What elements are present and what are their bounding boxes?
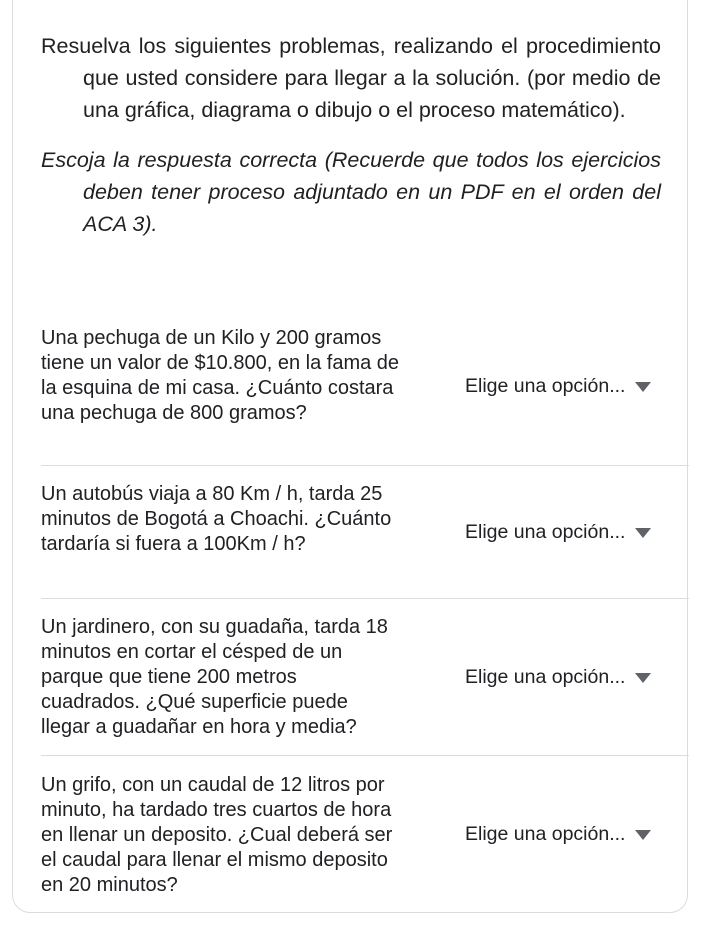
question-row: [41, 466, 689, 599]
caret-down-icon: [635, 528, 651, 538]
instructions-note: Escoja la respuesta correcta (Recuerde que todos los ejercicios deben tener proceso adjuntado en un PDF en el orden del ACA 3).: [41, 148, 661, 236]
instructions-block: [41, 30, 661, 240]
answer-dropdown-label: Elige una opción...: [465, 666, 626, 688]
caret-down-icon: [635, 382, 651, 392]
question-row: [41, 322, 689, 466]
question-text: Un jardinero, con su guadaña, tarda 18 minutos en cortar el césped de un parque que tiene 200 metros cuadrados. ¿Qué superficie puede llegar a guadañar en hora y media?: [41, 616, 388, 738]
caret-down-icon: [635, 673, 651, 683]
caret-down-icon: [635, 830, 651, 840]
answer-dropdown-label: Elige una opción...: [465, 521, 626, 543]
question-row: [41, 599, 689, 756]
instructions-paragraph: Resuelva los siguientes problemas, realizando el procedimiento que usted considere para llegar a la solución. (por medio de una gráfica, diagrama o dibujo o el proceso matemático).: [41, 34, 661, 122]
matching-questions-list: [41, 322, 689, 906]
answer-dropdown[interactable]: [465, 664, 661, 690]
question-text: Un grifo, con un caudal de 12 litros por minuto, ha tardado tres cuartos de hora en llenar un deposito. ¿Cual deberá ser el caudal para llenar el mismo deposito en 20 minutos?: [41, 774, 393, 896]
answer-dropdown[interactable]: [465, 373, 661, 399]
answer-dropdown-label: Elige una opción...: [465, 823, 626, 845]
question-text: Un autobús viaja a 80 Km / h, tarda 25 minutos de Bogotá a Choachi. ¿Cuánto tardaría si fuera a 100Km / h?: [41, 483, 392, 555]
answer-dropdown[interactable]: [465, 519, 661, 545]
question-row: [41, 756, 689, 906]
answer-dropdown[interactable]: [465, 821, 661, 847]
question-text: Una pechuga de un Kilo y 200 gramos tiene un valor de $10.800, en la fama de la esquina de mi casa. ¿Cuánto costara una pechuga de 800 gramos?: [41, 327, 400, 424]
answer-dropdown-label: Elige una opción...: [465, 375, 626, 397]
